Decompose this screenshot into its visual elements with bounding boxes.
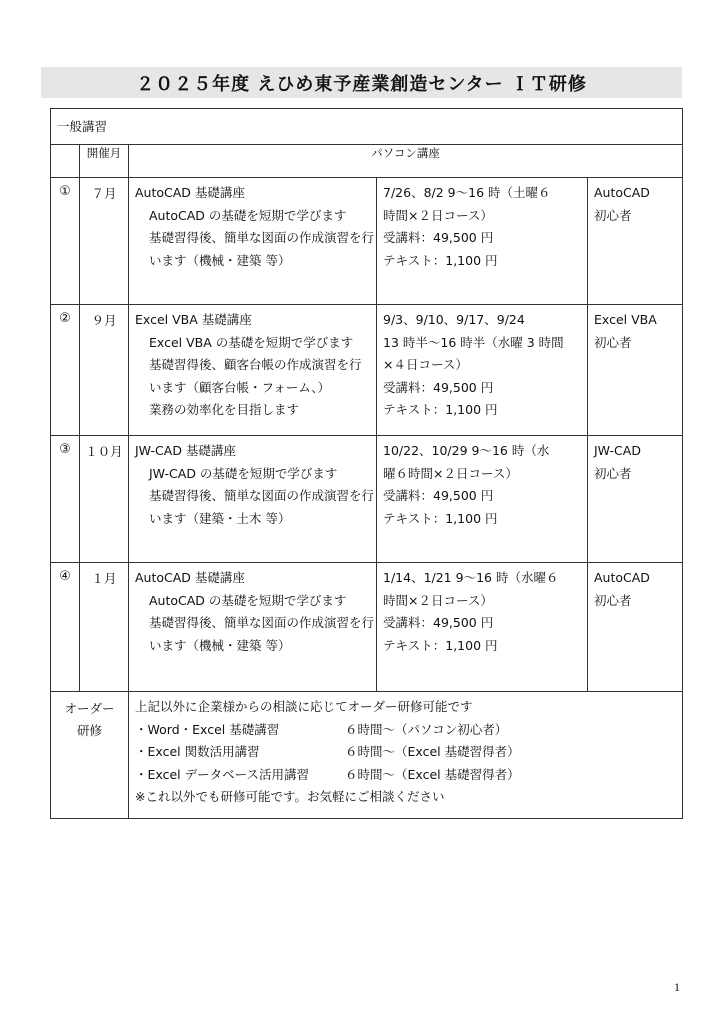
schedule-line: 10/22、10/29 9～16 時（水 bbox=[383, 443, 550, 458]
schedule-line: 9/3、9/10、9/17、9/24 bbox=[383, 312, 525, 327]
training-table bbox=[50, 108, 683, 819]
schedule-fee: 受講料：49,500 円 bbox=[383, 488, 494, 503]
course-row bbox=[51, 436, 683, 563]
order-item-duration: ６時間～（パソコン初心者） bbox=[345, 721, 508, 737]
level-software: AutoCAD bbox=[594, 570, 650, 585]
order-training-row bbox=[51, 692, 683, 819]
course-month: ７月 bbox=[80, 178, 129, 305]
order-training-body bbox=[129, 692, 683, 819]
schedule-fee: 受講料：49,500 円 bbox=[383, 615, 494, 630]
course-description bbox=[129, 436, 377, 563]
schedule-line: ×４日コース） bbox=[383, 357, 468, 372]
course-number: ③ bbox=[51, 436, 80, 563]
course-description bbox=[129, 178, 377, 305]
level-target: 初心者 bbox=[594, 334, 632, 350]
course-desc-line: 業務の効率化を目指します bbox=[149, 402, 300, 417]
course-number: ① bbox=[51, 178, 80, 305]
course-schedule bbox=[377, 436, 588, 563]
course-desc-line: 基礎習得後、簡単な図面の作成演習を行 bbox=[149, 488, 375, 503]
course-number: ④ bbox=[51, 563, 80, 692]
schedule-line: 1/14、1/21 9～16 時（水曜６ bbox=[383, 570, 559, 585]
order-item-name: ・Excel 関数活用講習 bbox=[135, 744, 260, 759]
course-desc-line: AutoCAD の基礎を短期で学びます bbox=[149, 592, 347, 608]
course-name: JW-CAD 基礎講座 bbox=[135, 443, 236, 458]
order-item bbox=[135, 764, 672, 787]
course-row bbox=[51, 178, 683, 305]
course-desc-line: います（建築・土木 等） bbox=[149, 510, 291, 526]
course-desc-line: います（顧客台帳・フォーム、） bbox=[149, 379, 331, 395]
schedule-line: 13 時半～16 時半（水曜 3 時間 bbox=[383, 334, 564, 350]
course-level bbox=[588, 178, 683, 305]
header-category: パソコン講座 bbox=[129, 145, 683, 178]
course-month: １０月 bbox=[80, 436, 129, 563]
course-desc-line: 基礎習得後、簡単な図面の作成演習を行 bbox=[149, 615, 375, 630]
course-desc-line: います（機械・建築 等） bbox=[149, 637, 291, 653]
course-level bbox=[588, 305, 683, 436]
schedule-line: 時間×２日コース） bbox=[383, 207, 493, 223]
course-row bbox=[51, 563, 683, 692]
schedule-line: 7/26、8/2 9～16 時（土曜６ bbox=[383, 185, 551, 200]
level-software: AutoCAD bbox=[594, 185, 650, 200]
header-month: 開催月 bbox=[80, 145, 129, 178]
course-row bbox=[51, 305, 683, 436]
order-intro: 上記以外に企業様からの相談に応じてオーダー研修可能です bbox=[135, 699, 473, 714]
schedule-fee: 受講料：49,500 円 bbox=[383, 379, 494, 395]
course-desc-line: 基礎習得後、簡単な図面の作成演習を行 bbox=[149, 230, 375, 245]
order-training-label bbox=[51, 692, 129, 819]
order-note: ※これ以外でも研修可能です。お気軽にご相談ください bbox=[135, 789, 445, 804]
level-software: Excel VBA bbox=[594, 312, 657, 327]
order-item-duration: ６時間～（Excel 基礎習得者） bbox=[345, 744, 520, 759]
course-schedule bbox=[377, 305, 588, 436]
course-month: ９月 bbox=[80, 305, 129, 436]
header-no bbox=[51, 145, 80, 178]
course-name: AutoCAD 基礎講座 bbox=[135, 570, 245, 585]
course-name: Excel VBA 基礎講座 bbox=[135, 312, 252, 327]
order-label-line: オーダー bbox=[64, 701, 115, 716]
schedule-text-fee: テキスト：1,100 円 bbox=[383, 510, 498, 526]
schedule-fee: 受講料：49,500 円 bbox=[383, 230, 494, 245]
schedule-text-fee: テキスト：1,100 円 bbox=[383, 252, 498, 268]
schedule-text-fee: テキスト：1,100 円 bbox=[383, 637, 498, 653]
course-month: １月 bbox=[80, 563, 129, 692]
course-description bbox=[129, 305, 377, 436]
level-target: 初心者 bbox=[594, 207, 632, 223]
course-name: AutoCAD 基礎講座 bbox=[135, 185, 245, 200]
schedule-line: 時間×２日コース） bbox=[383, 592, 493, 608]
course-desc-line: JW-CAD の基礎を短期で学びます bbox=[149, 465, 338, 481]
schedule-text-fee: テキスト：1,100 円 bbox=[383, 402, 498, 417]
schedule-line: 曜６時間×２日コース） bbox=[383, 465, 518, 481]
page-title: ２０２５年度 えひめ東予産業創造センター ＩＴ研修 bbox=[136, 73, 587, 95]
course-level bbox=[588, 563, 683, 692]
order-item bbox=[135, 741, 672, 764]
course-desc-line: います（機械・建築 等） bbox=[149, 252, 291, 268]
page-number: 1 bbox=[674, 980, 680, 994]
course-desc-line: AutoCAD の基礎を短期で学びます bbox=[149, 207, 347, 223]
title-bar bbox=[41, 67, 682, 98]
level-software: JW-CAD bbox=[594, 443, 641, 458]
order-item bbox=[135, 719, 672, 742]
order-label-line: 研修 bbox=[76, 723, 102, 738]
order-item-name: ・Word・Excel 基礎講習 bbox=[135, 721, 280, 737]
level-target: 初心者 bbox=[594, 592, 632, 608]
course-desc-line: Excel VBA の基礎を短期で学びます bbox=[149, 334, 354, 350]
course-number: ② bbox=[51, 305, 80, 436]
course-schedule bbox=[377, 178, 588, 305]
course-level bbox=[588, 436, 683, 563]
level-target: 初心者 bbox=[594, 465, 632, 481]
course-description bbox=[129, 563, 377, 692]
course-schedule bbox=[377, 563, 588, 692]
course-desc-line: 基礎習得後、顧客台帳の作成演習を行 bbox=[149, 357, 362, 372]
section-label: 一般講習 bbox=[51, 109, 683, 145]
order-item-duration: ６時間～（Excel 基礎習得者） bbox=[345, 766, 520, 782]
order-item-name: ・Excel データベース活用講習 bbox=[135, 766, 309, 782]
